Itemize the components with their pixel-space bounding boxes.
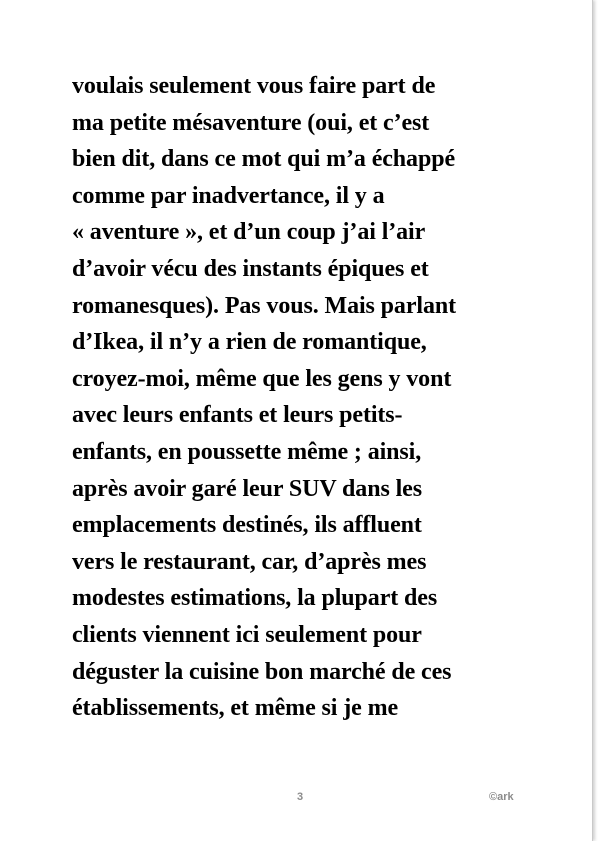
- footer-mark: ©ark: [489, 791, 514, 803]
- text-line: bien dit, dans ce mot qui m’a échappé: [72, 146, 455, 173]
- text-line: d’Ikea, il n’y a rien de romantique,: [72, 329, 427, 356]
- text-line: voulais seulement vous faire part de: [72, 73, 436, 99]
- text-line: avec leurs enfants et leurs petits-: [72, 402, 403, 429]
- page-number: 3: [297, 791, 304, 803]
- text-line: croyez-moi, même que les gens y vont: [72, 365, 452, 392]
- text-line: vers le restaurant, car, d’après mes: [72, 548, 427, 575]
- text-line: clients viennent ici seulement pour: [72, 621, 422, 648]
- text-line: romanesques). Pas vous. Mais parlant: [72, 292, 456, 319]
- text-line: emplacements destinés, ils affluent: [72, 512, 422, 539]
- text-line: ma petite mésaventure (oui, et c’est: [72, 109, 430, 136]
- body-text: [72, 68, 542, 727]
- text-line: après avoir garé leur SUV dans les: [72, 475, 422, 502]
- text-line: modestes estimations, la plupart des: [72, 585, 438, 612]
- text-line: comme par inadvertance, il y a: [72, 182, 385, 209]
- text-line: établissements, et même si je me: [72, 695, 399, 722]
- text-line: d’avoir vécu des instants épiques et: [72, 255, 429, 282]
- text-line: enfants, en poussette même ; ainsi,: [72, 438, 422, 465]
- text-line: déguster la cuisine bon marché de ces: [72, 658, 452, 685]
- text-line: « aventure », et d’un coup j’ai l’air: [72, 219, 426, 246]
